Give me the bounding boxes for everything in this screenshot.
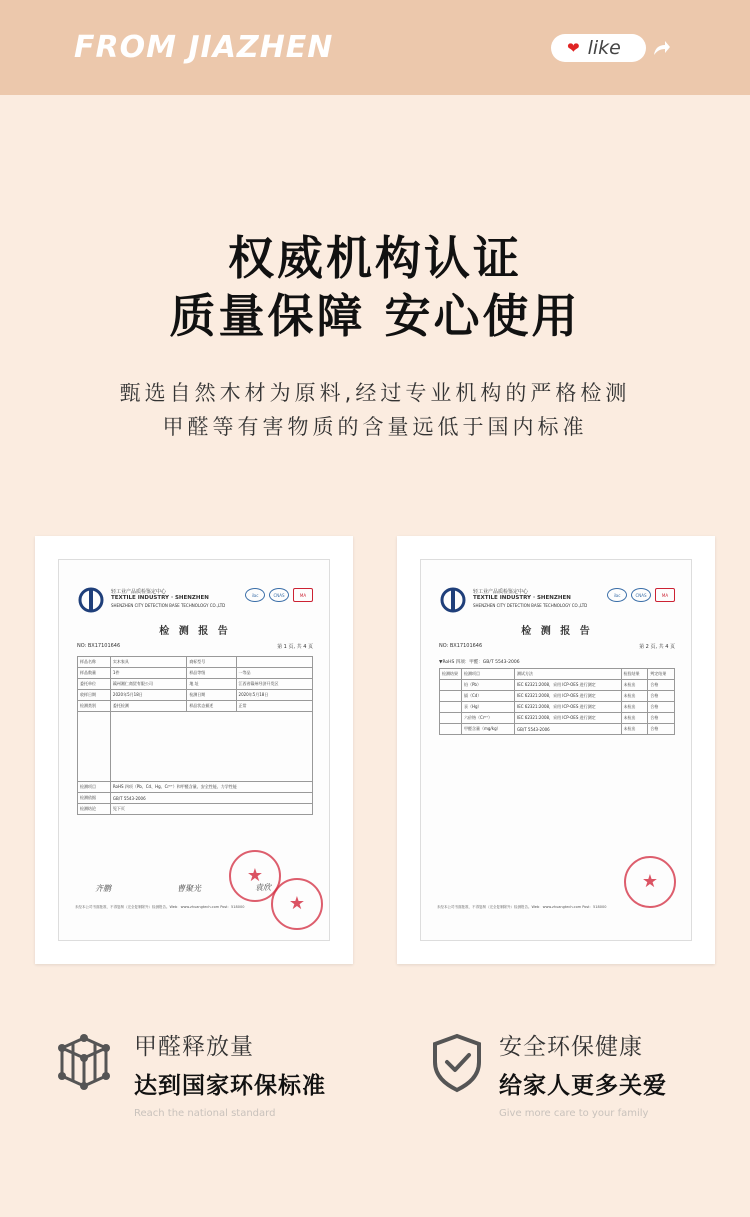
feature-subtitle: 达到国家环保标准: [134, 1073, 326, 1099]
like-label: like: [587, 37, 621, 59]
table-row: 样品名称 实木家具 商标型号: [78, 657, 313, 668]
like-button[interactable]: [551, 34, 646, 62]
feature-title: 甲醛释放量: [134, 1034, 254, 1060]
table-row: 检测项目 RoHS 四项（Pb、Cd、Hg、Cr⁶⁺）和甲醛含量、安全性能、力学性能: [78, 782, 313, 793]
cnas-icon: CNAS: [269, 588, 289, 602]
table-row: 甲醛含量（mg/kg） GB/T 5543-2006 未检出 合格: [440, 724, 675, 735]
org-sub: SHENZHEN CITY DETECTION BASE TECHNOLOGY CO.,LTD: [111, 603, 226, 608]
certificate-frame-1: [35, 536, 353, 964]
testing-center-logo-icon: [439, 586, 467, 614]
report-number: NO: BX17101646: [439, 643, 483, 649]
certificate-document-2: [421, 560, 692, 941]
table-row: 检测类别 委托检测 样品状态描述 正常: [78, 701, 313, 712]
table-row: 收样日期 2020年5月18日 检测日期 2020年5月18日: [78, 690, 313, 701]
testing-center-logo-icon: [77, 586, 105, 614]
table-row: 铅（Pb） IEC 62321:2008，采用 ICP-OES 进行测定 未检出 合格: [440, 680, 675, 691]
report-title: 检 测 报 告: [521, 626, 593, 637]
test-results-table: [439, 668, 675, 735]
header-bar: [0, 0, 750, 95]
table-row: 汞（Hg） IEC 62321:2008，采用 ICP-OES 进行测定 未检出 合格: [440, 702, 675, 713]
table-row: 样品数量 1件 样品等级 一等品: [78, 668, 313, 679]
heart-icon: ❤: [567, 39, 580, 57]
certificate-document-1: [59, 560, 330, 941]
ilac-mra-icon: ilac: [607, 588, 627, 602]
org-name-cn: 轻工业产品质检鉴定中心: [473, 589, 529, 595]
report-footer: 未经本公司书面批准，不得复制（完全复制除外）检测报告。Web：www.zhuangtech.com Post：518000: [437, 905, 607, 909]
page-number: 第 1 页, 共 4 页: [277, 644, 313, 650]
org-name-en: TEXTILE INDUSTRY · SHENZHEN: [473, 595, 571, 601]
feature-formaldehyde: [134, 1028, 326, 1119]
table-row: 六价铬（Cr⁶⁺） IEC 62321:2008，采用 ICP-OES 进行测定 未检出 合格: [440, 713, 675, 724]
share-icon[interactable]: [650, 37, 672, 59]
side-label: 检测结果: [440, 669, 462, 680]
org-sub: SHENZHEN CITY DETECTION BASE TECHNOLOGY CO.,LTD: [473, 603, 588, 608]
signature-3: 袁欣: [255, 883, 271, 892]
cma-icon: MA: [655, 588, 675, 602]
table-row: 检测结论 见下页: [78, 804, 313, 815]
signature-2: 曹聚光: [177, 884, 201, 893]
signature-1: 齐鹏: [95, 884, 111, 893]
cma-icon: MA: [293, 588, 313, 602]
accreditation-marks: [245, 588, 313, 602]
table-row: 镉（Cd） IEC 62321:2008，采用 ICP-OES 进行测定 未检出 合格: [440, 691, 675, 702]
report-footer: 未经本公司书面批准，不得复制（完全复制除外）检测报告。Web：www.zhuangtech.com Post：518000: [75, 905, 245, 909]
certificate-frame-2: [397, 536, 715, 964]
table-row: 检测依据 GB/T 5543-2006: [78, 793, 313, 804]
shield-check-icon: [425, 1030, 489, 1094]
feature-en-caption: Give more care to your family: [499, 1108, 649, 1119]
red-seal-stamp: ★: [271, 878, 323, 930]
table-row: [78, 712, 313, 782]
report-number: NO: BX17101646: [77, 643, 121, 649]
org-name-en: TEXTILE INDUSTRY · SHENZHEN: [111, 595, 209, 601]
feature-safety: [499, 1028, 667, 1119]
report-title: 检 测 报 告: [159, 626, 231, 637]
sample-info-table: [77, 656, 313, 815]
headline-line2: 质量保障 安心使用: [169, 289, 581, 343]
feature-title: 安全环保健康: [499, 1034, 643, 1060]
red-seal-stamp: ★: [624, 856, 676, 908]
red-seal-stamp: ★: [229, 850, 281, 902]
test-section-label: ▼RoHS 四项：甲醛：GB/T 5543-2006: [439, 660, 520, 665]
headline-line1: 权威机构认证: [228, 231, 522, 285]
molecule-cube-icon: [52, 1030, 116, 1094]
accreditation-marks: [607, 588, 675, 602]
table-row: 检测结果 检测项目 测试方法 检验结果 判定结果: [440, 669, 675, 680]
table-row: 委托单位 赣州湘仁商贸有限公司 地 址 江西省赣州经济开发区: [78, 679, 313, 690]
page-number: 第 2 页, 共 4 页: [639, 644, 675, 650]
org-name-cn: 轻工业产品质检鉴定中心: [111, 589, 167, 595]
brand-title: FROM JIAZHEN: [74, 30, 334, 65]
ilac-mra-icon: ilac: [245, 588, 265, 602]
description-line2: 甲醛等有害物质的含量远低于国内标准: [162, 415, 588, 439]
cnas-icon: CNAS: [631, 588, 651, 602]
feature-en-caption: Reach the national standard: [134, 1108, 276, 1119]
description-line1: 甄选自然木材为原料,经过专业机构的严格检测: [119, 381, 631, 405]
feature-subtitle: 给家人更多关爱: [499, 1073, 667, 1099]
